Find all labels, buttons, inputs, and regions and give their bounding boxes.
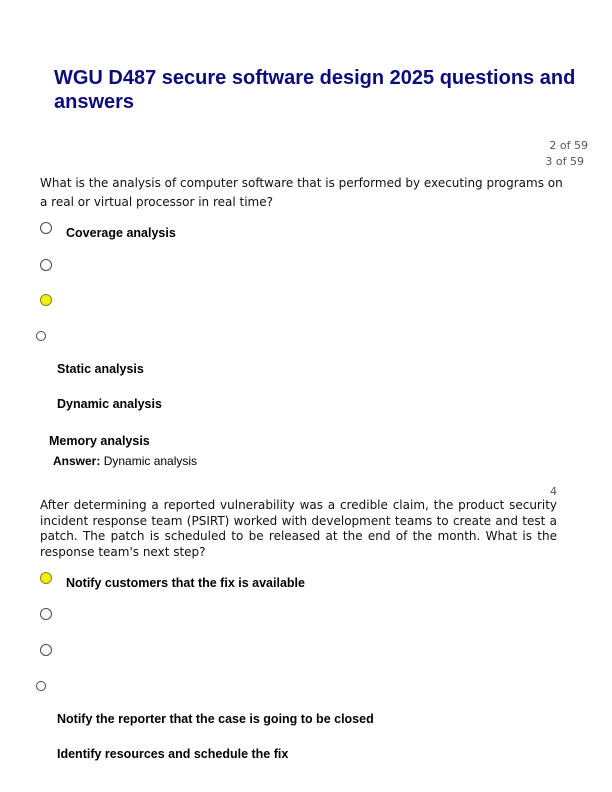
option-label: Static analysis (57, 362, 144, 376)
page-counter: 3 of 59 (545, 155, 584, 168)
answer-label: Answer: (53, 454, 101, 468)
option-label: Notify the reporter that the case is going to be closed (57, 712, 374, 726)
answer-value: Dynamic analysis (103, 454, 198, 468)
page-counter: 2 of 59 (549, 139, 588, 152)
option-label: Memory analysis (49, 434, 150, 448)
option-radio-selected[interactable] (40, 572, 52, 584)
answer-line (53, 454, 197, 468)
option-label: Dynamic analysis (57, 397, 162, 411)
document-title: WGU D487 secure software design 2025 questions and answers (54, 67, 576, 113)
option-radio[interactable] (40, 644, 52, 656)
question-text: After determining a reported vulnerability was a credible claim, the product security incident response team (PSIRT) worked with development teams to create and test a patch. The patch is scheduled to be released at the end of the month. What is the response team's next step? (40, 498, 557, 559)
option-radio-selected[interactable] (40, 294, 52, 306)
option-radio[interactable] (36, 331, 46, 341)
option-label: Notify customers that the fix is available (66, 576, 305, 590)
option-radio[interactable] (40, 608, 52, 620)
question-text: What is the analysis of computer software that is performed by executing programs on a real or virtual processor in real time? (40, 176, 563, 209)
option-radio[interactable] (40, 259, 52, 271)
option-label: Coverage analysis (66, 226, 176, 240)
option-radio[interactable] (40, 222, 52, 234)
option-radio[interactable] (36, 681, 46, 691)
option-label: Identify resources and schedule the fix (57, 747, 289, 761)
page-number: 4 (550, 485, 557, 498)
